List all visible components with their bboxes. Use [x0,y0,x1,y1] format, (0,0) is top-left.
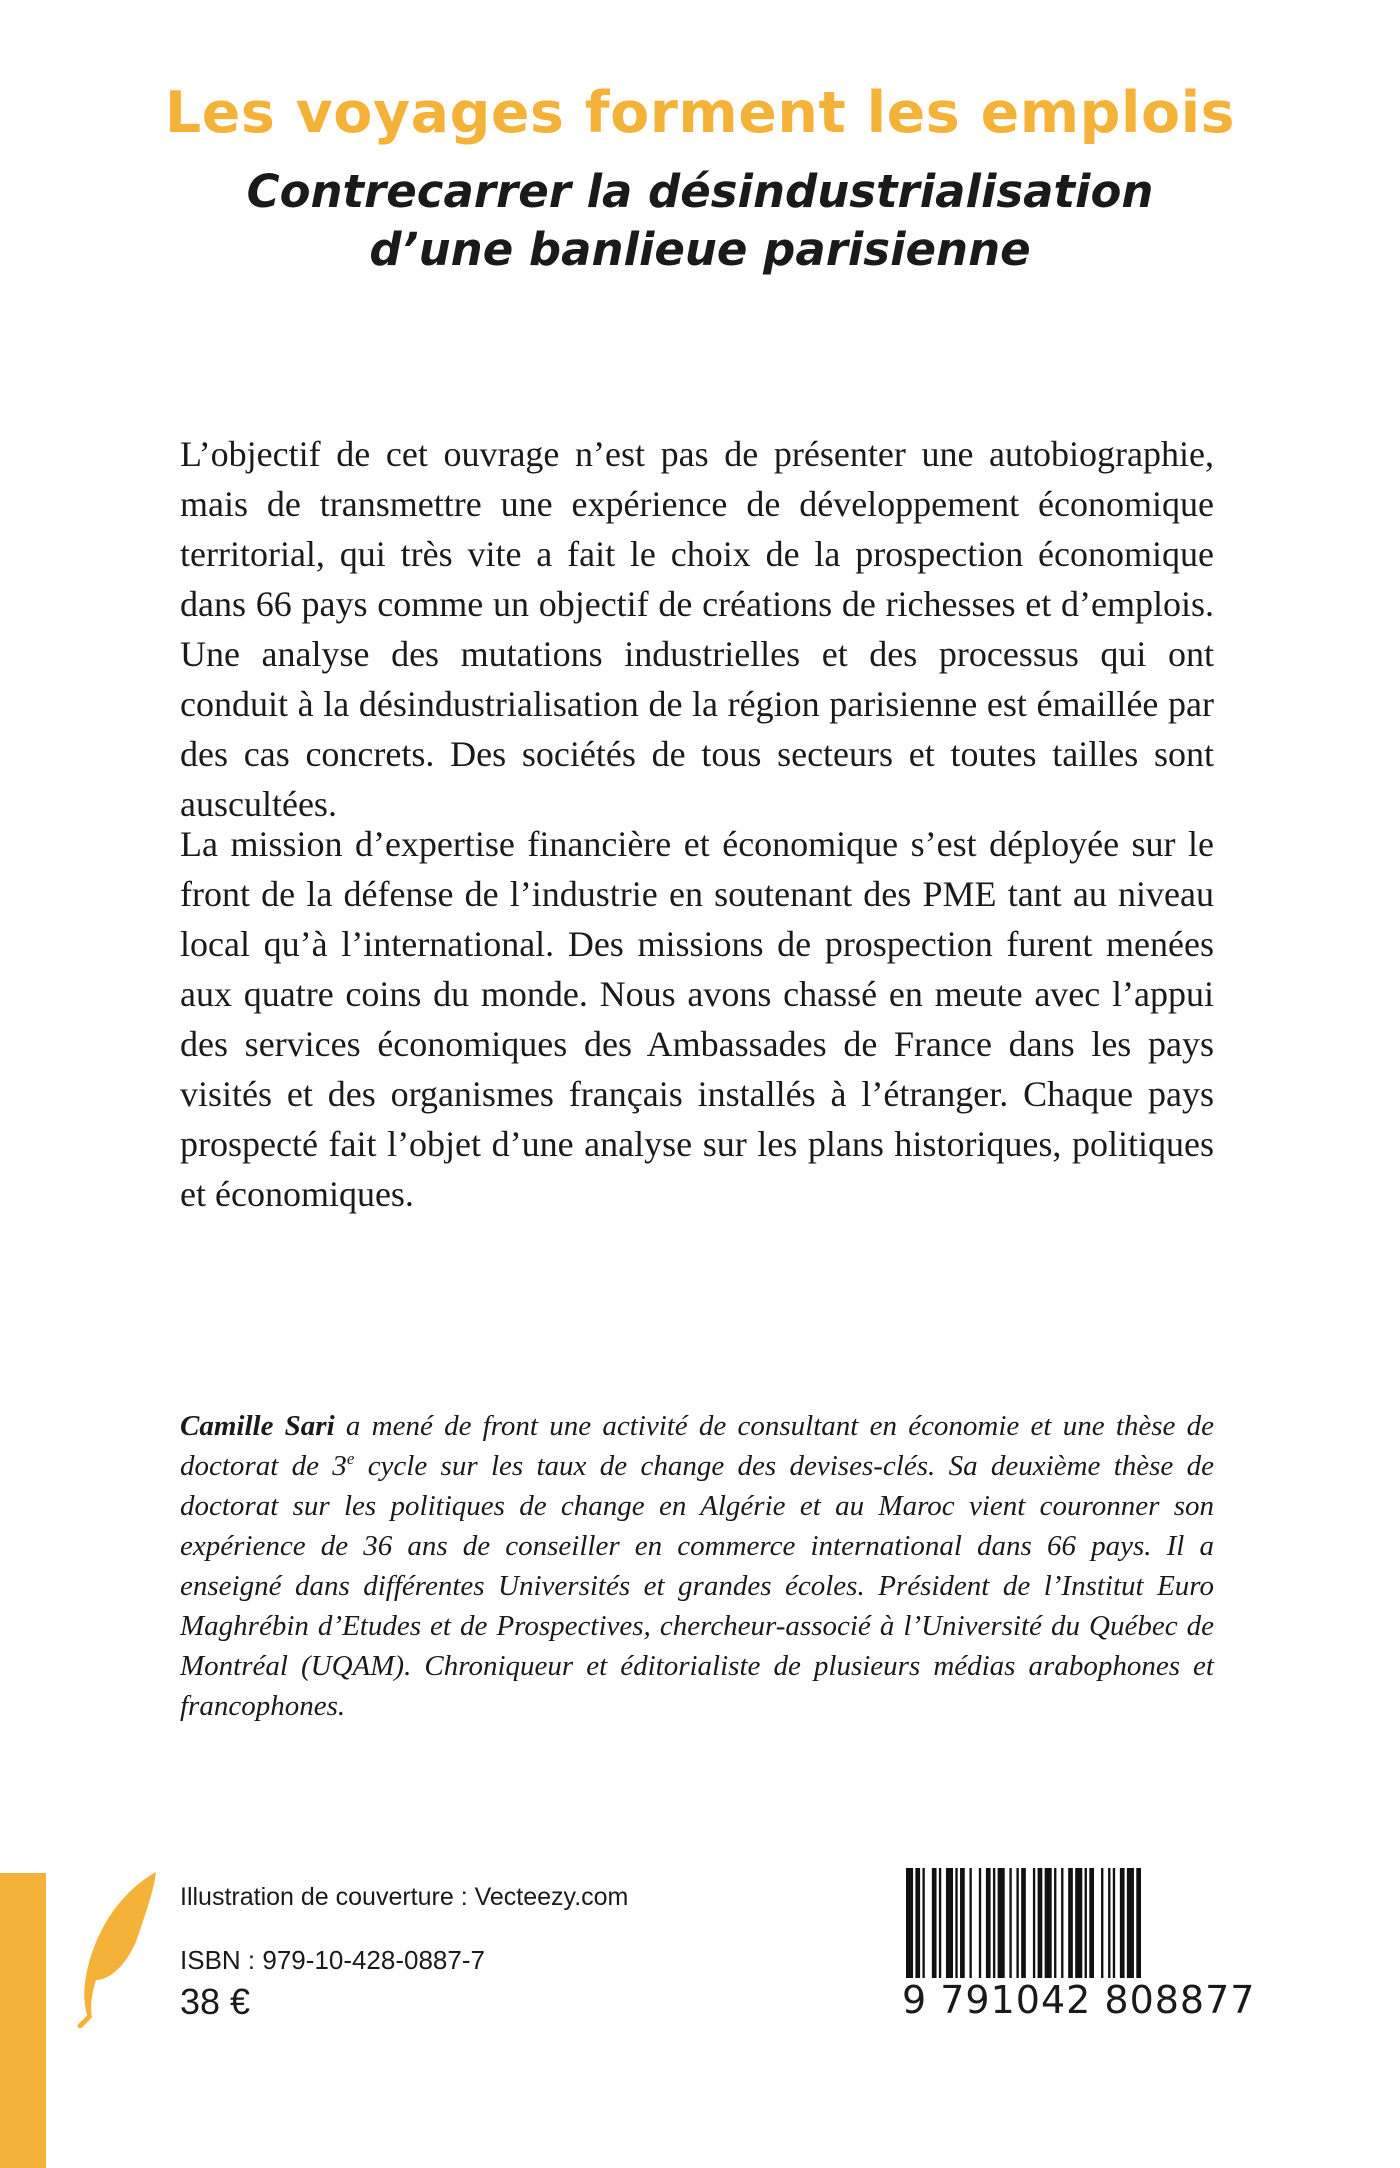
ordinal-superscript: e [346,1449,355,1468]
book-subtitle [0,163,1400,279]
subtitle-line-1: Contrecarrer la désindustrialisation [246,165,1154,218]
book-price: 38 € [180,1981,251,2022]
barcode-digits: 9 791042 808877 [902,1978,1256,2022]
author-bio-text-2: cycle sur les taux de change des devises-clés. Sa deuxième thèse de doctorat sur les politiques de change en Algérie et au Maroc vient couronner son expérience de 36 ans de conseiller en commerce international dans 66 pays. Il a enseigné dans différentes Universités et grandes écoles. Président de l’Institut Euro Maghrébin d’Etudes et de Prospectives, chercheur-associé à l’Université du Québec de Montréal (UQAM). Chroniqueur et éditorialiste de plusieurs médias arabophones et francophones. [180,1450,1214,1722]
book-title: Les voyages forment les emplois [164,80,1236,146]
publisher-accent-band [0,1873,46,2168]
isbn-number: ISBN : 979-10-428-0887-7 [180,1945,485,1975]
feather-icon [72,1868,162,2028]
author-name: Camille Sari [180,1410,335,1442]
subtitle-line-2: d’une banlieue parisienne [369,223,1031,276]
summary-paragraph-1: L’objectif de cet ouvrage n’est pas de présenter une autobiographie, mais de transmettre une expérience de développement économique territorial, qui très vite a fait le choix de la prospection économique dans 66 pays comme un objectif de créations de richesses et d’emplois. Une analyse des mutations industrielles et des processus qui ont conduit à la désindustrialisation de la région parisienne est émaillée par des cas concrets. Des sociétés de tous secteurs et toutes tailles sont auscultées. [180,434,1214,824]
author-bio [180,1406,1214,1726]
illustration-credit: Illustration de couverture : Vecteezy.com [180,1883,629,1911]
summary-paragraph-2: La mission d’expertise financière et économique s’est déployée sur le front de la défense de l’industrie en soutenant des PME tant au niveau local qu’à l’international. Des missions de prospection furent menées aux quatre coins du monde. Nous avons chassé en meute avec l’appui des services économiques des Ambassades de France dans les pays visités et des organismes français installés à l’étranger. Chaque pays prospecté fait l’objet d’une analyse sur les plans historiques, politiques et économiques. [180,824,1214,1214]
author-bio-text-1: a mené de front une activité de consultant en économie et une thèse de doctorat de 3 [180,1410,1215,1482]
